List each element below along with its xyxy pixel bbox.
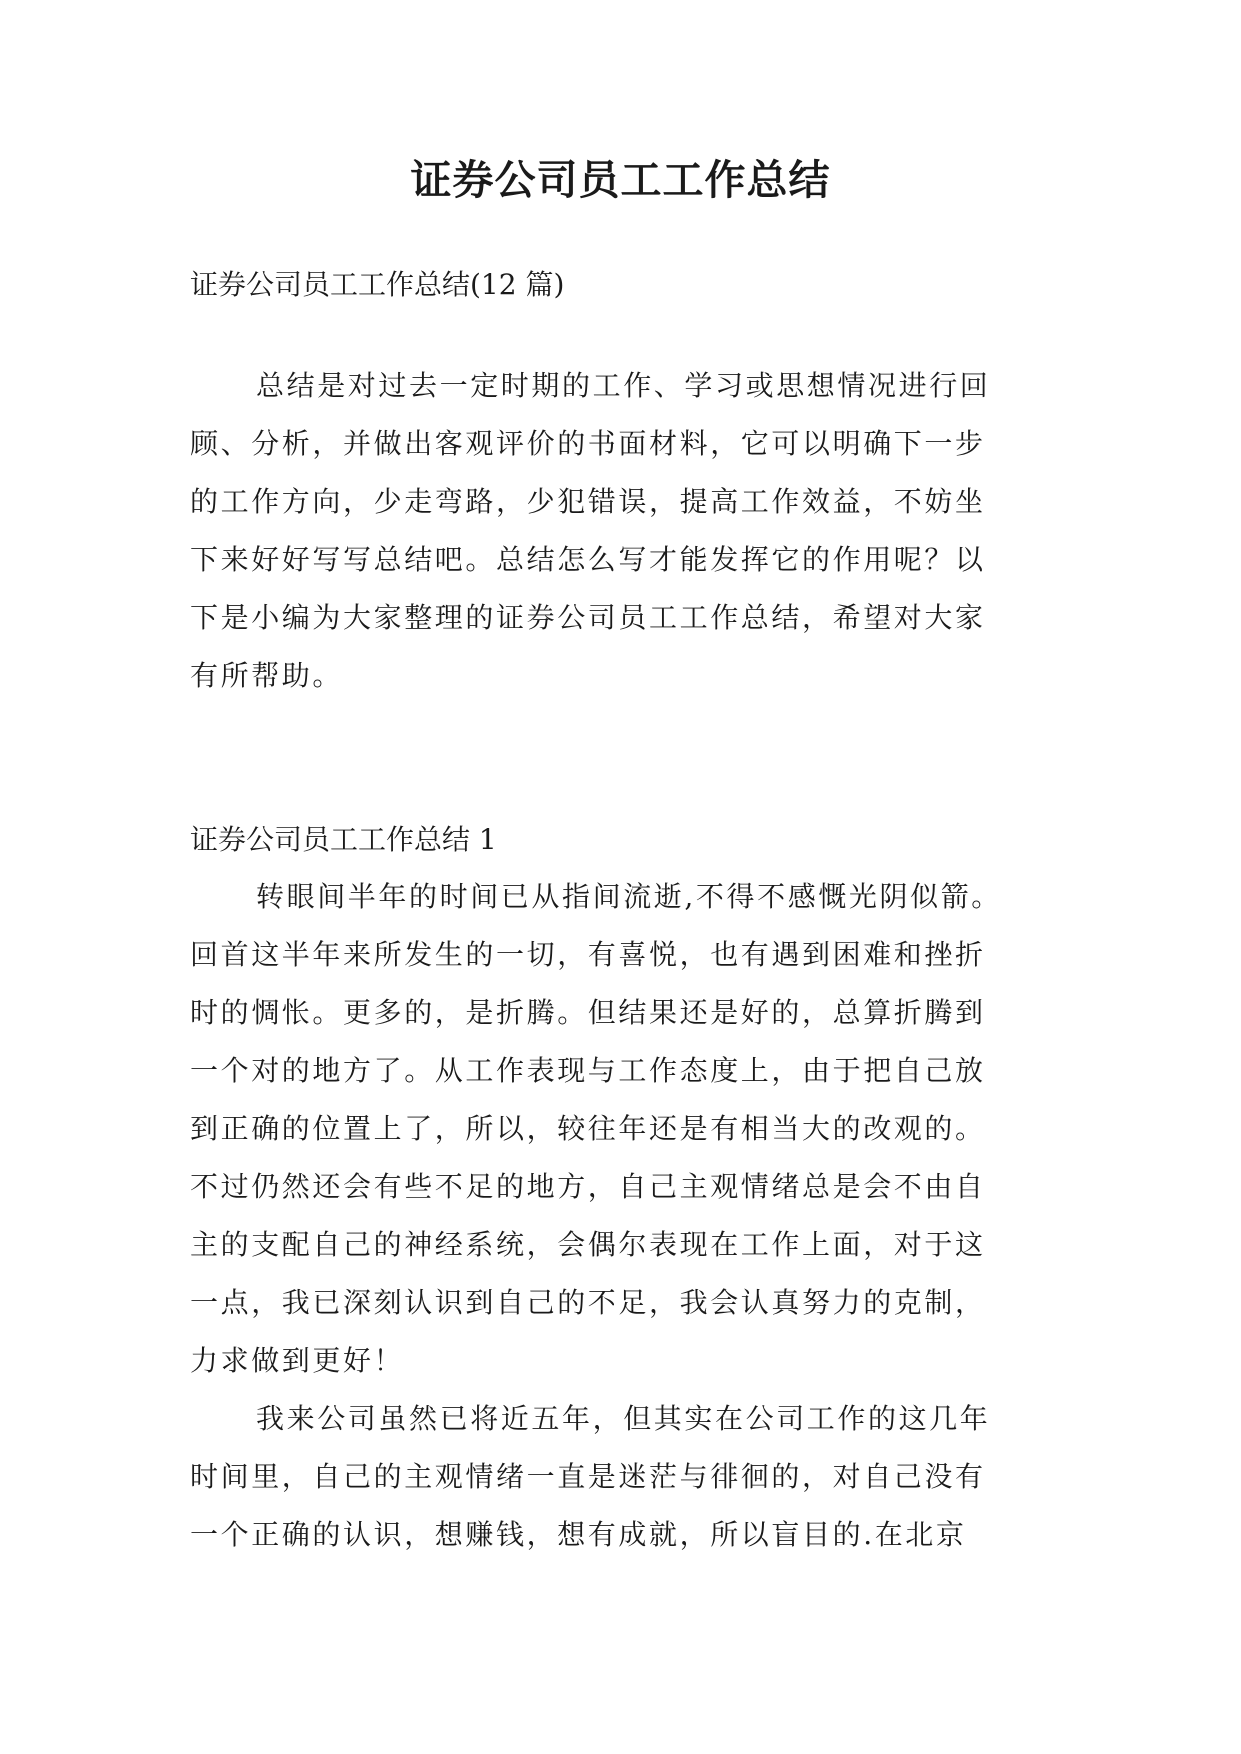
paragraph-line: 一个对的地方了。从工作表现与工作态度上，由于把自己放 [190, 1054, 986, 1087]
section1-paragraph-1 [190, 868, 1002, 1390]
paragraph-line: 我来公司虽然已将近五年，但其实在公司工作的这几年 [256, 1402, 991, 1435]
paragraph-line: 顾、分析，并做出客观评价的书面材料，它可以明确下一步 [190, 427, 986, 460]
paragraph-line: 到正确的位置上了，所以，较往年还是有相当大的改观的。 [190, 1112, 986, 1145]
paragraph-line: 不过仍然还会有些不足的地方，自己主观情绪总是会不由自 [190, 1170, 986, 1203]
paragraph-line: 一点，我已深刻认识到自己的不足，我会认真努力的克制， [190, 1286, 986, 1319]
paragraph-line: 有所帮助。 [190, 659, 344, 692]
paragraph-line: 的工作方向，少走弯路，少犯错误，提高工作效益，不妨坐 [190, 485, 986, 518]
paragraph-line: 力求做到更好！ [190, 1344, 405, 1377]
paragraph-line: 一个正确的认识，想赚钱，想有成就，所以盲目的.在北京 [190, 1518, 967, 1551]
section-heading: 证券公司员工工作总结 1 [190, 823, 497, 856]
paragraph-line: 时的惆怅。更多的，是折腾。但结果还是好的，总算折腾到 [190, 996, 986, 1029]
paragraph-line: 下来好好写写总结吧。总结怎么写才能发挥它的作用呢？以 [190, 543, 986, 576]
paragraph-line: 转眼间半年的时间已从指间流逝,不得不感慨光阴似箭。 [256, 880, 1002, 913]
paragraph-line: 回首这半年来所发生的一切，有喜悦，也有遇到困难和挫折 [190, 938, 986, 971]
section1-paragraph-2 [190, 1390, 990, 1564]
paragraph-line: 总结是对过去一定时期的工作、学习或思想情况进行回 [256, 369, 991, 402]
document-title: 证券公司员工工作总结 [410, 156, 831, 204]
paragraph-line: 时间里，自己的主观情绪一直是迷茫与徘徊的，对自己没有 [190, 1460, 986, 1493]
paragraph-line: 下是小编为大家整理的证券公司员工工作总结，希望对大家 [190, 601, 986, 634]
document-subtitle: 证券公司员工工作总结(12 篇) [190, 268, 565, 301]
paragraph-line: 主的支配自己的神经系统，会偶尔表现在工作上面，对于这 [190, 1228, 986, 1261]
intro-paragraph [190, 357, 990, 705]
